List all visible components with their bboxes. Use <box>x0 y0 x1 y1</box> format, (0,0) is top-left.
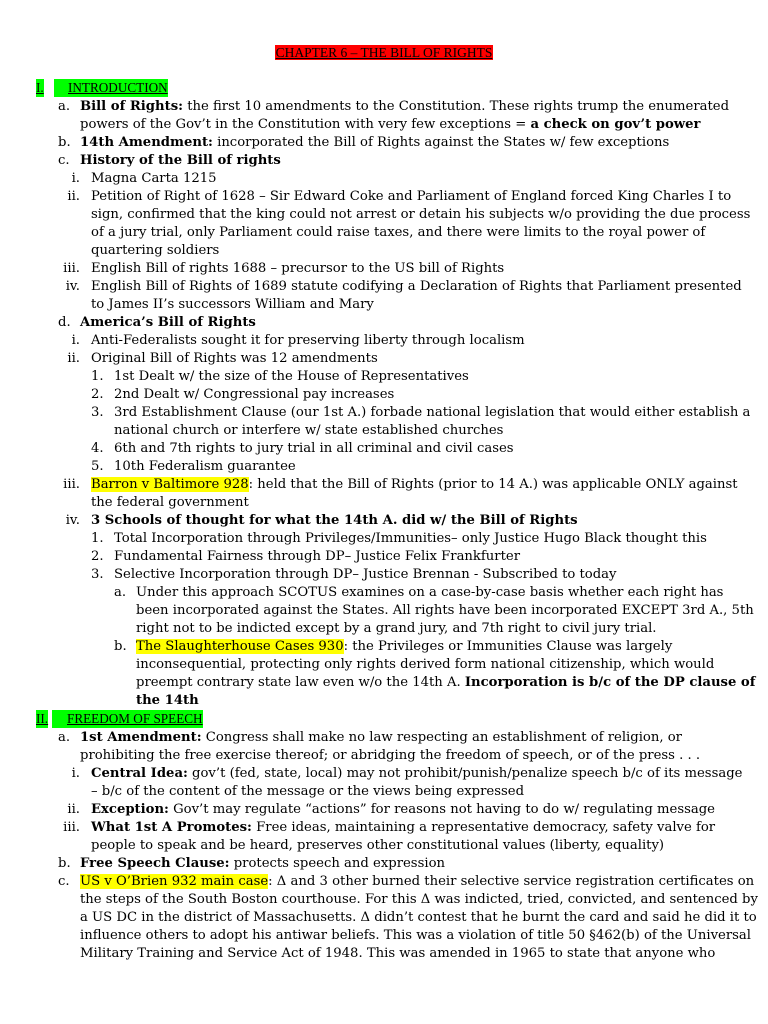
item-marker: b. <box>58 856 71 871</box>
item-text <box>91 765 742 783</box>
outline-item <box>0 873 768 891</box>
outline-item <box>0 350 768 368</box>
item-text: the steps of the South Boston courthouse. For this Δ was indicted, tried, convicted, and sentenced by <box>80 892 758 907</box>
outline-item-continued <box>0 296 768 314</box>
outline-item <box>0 566 768 584</box>
outline-item-continued <box>0 656 768 674</box>
outline-item <box>0 260 768 278</box>
item-text: the federal government <box>91 495 249 510</box>
item-text <box>80 116 701 134</box>
item-marker: 2. <box>91 549 104 564</box>
item-text <box>80 314 256 332</box>
text-fragment: gov’t (fed, state, local) may not prohibit/punish/penalize speech b/c of its message <box>187 766 743 781</box>
outline-item-continued <box>0 422 768 440</box>
item-text: to James II’s successors William and Mary <box>91 297 374 312</box>
emphasis-text: the 14th <box>136 693 199 708</box>
outline-item-continued <box>0 494 768 512</box>
item-text: of a jury trial, only Parliament could raise taxes, and there were limits to the royal power of <box>91 225 706 240</box>
item-marker: b. <box>58 135 71 150</box>
item-text <box>136 638 672 656</box>
item-marker: i. <box>71 171 80 186</box>
item-text: Under this approach SCOTUS examines on a case-by-case basis whether each right has <box>136 585 724 600</box>
text-fragment: Free ideas, maintaining a representative democracy, safety valve for <box>251 820 716 835</box>
term-label: Free Speech Clause: <box>80 856 230 871</box>
outline-item-continued <box>0 927 768 945</box>
item-text <box>80 873 754 891</box>
item-marker: i. <box>71 333 80 348</box>
section-heading <box>0 710 768 729</box>
item-text <box>136 674 755 692</box>
outline-item <box>0 855 768 873</box>
item-marker: ii. <box>67 802 80 817</box>
section-number: II. <box>36 711 49 726</box>
item-marker: a. <box>114 585 127 600</box>
outline-item <box>0 314 768 332</box>
text-fragment: preempt contrary state law even w/o the 14th A. <box>136 675 465 690</box>
item-text: – b/c of the content of the message or the views being expressed <box>91 784 525 799</box>
outline-item-continued <box>0 747 768 765</box>
outline-item <box>0 188 768 206</box>
item-text <box>80 152 281 170</box>
outline-item-continued <box>0 620 768 638</box>
item-text: Petition of Right of 1628 – Sir Edward Coke and Parliament of England forced King Charles I to <box>91 189 732 204</box>
item-text: Fundamental Fairness through DP– Justice Felix Frankfurter <box>114 549 520 564</box>
item-text <box>80 134 669 152</box>
item-marker: a. <box>58 99 71 114</box>
item-marker: 4. <box>91 441 104 456</box>
item-text: Magna Carta 1215 <box>91 171 217 186</box>
item-text: 1st Dealt w/ the size of the House of Representatives <box>114 369 469 384</box>
item-marker: b. <box>114 639 127 654</box>
section-title: FREEDOM OF SPEECH <box>52 710 203 728</box>
item-marker: iii. <box>63 820 80 835</box>
outline-item-continued <box>0 674 768 692</box>
item-text: prohibiting the free exercise thereof; or abridging the freedom of speech, or of the press . . . <box>80 748 701 763</box>
text-fragment: : the Privileges or Immunities Clause was largely <box>343 639 673 654</box>
outline-item <box>0 765 768 783</box>
item-marker: c. <box>58 874 70 889</box>
section-number: I. <box>36 80 44 95</box>
term-label: History of the Bill of rights <box>80 153 281 168</box>
term-label: What 1st A Promotes: <box>91 820 252 835</box>
outline-item-continued <box>0 602 768 620</box>
item-marker: ii. <box>67 351 80 366</box>
item-text: Total Incorporation through Privileges/Immunities– only Justice Hugo Black thought this <box>114 531 707 546</box>
item-text <box>91 476 738 494</box>
term-label: Exception: <box>91 802 169 817</box>
text-fragment: Gov’t may regulate “actions” for reasons not having to do w/ regulating message <box>168 802 715 817</box>
outline-item <box>0 584 768 602</box>
item-marker: 1. <box>91 369 104 384</box>
item-text: inconsequential, protecting only rights derived form national citizenship, which would <box>136 657 715 672</box>
term-label: 1st Amendment: <box>80 730 202 745</box>
outline-item-continued <box>0 692 768 710</box>
outline-item <box>0 170 768 188</box>
outline-item <box>0 548 768 566</box>
case-name-highlight: US v O’Brien 932 main case <box>80 874 269 889</box>
section-heading <box>0 79 768 98</box>
case-name-highlight: Barron v Baltimore 928 <box>91 477 249 492</box>
outline-item-continued <box>0 837 768 855</box>
item-text <box>80 729 682 747</box>
item-text: people to speak and be heard, preserves other constitutional values (liberty, equality) <box>91 838 665 853</box>
item-marker: iii. <box>63 477 80 492</box>
outline-item <box>0 512 768 530</box>
item-text: national church or interfere w/ state established churches <box>114 423 504 438</box>
outline-item <box>0 440 768 458</box>
item-text <box>91 801 715 819</box>
text-fragment: incorporated the Bill of Rights against the States w/ few exceptions <box>212 135 670 150</box>
item-marker: i. <box>71 766 80 781</box>
item-marker: 5. <box>91 459 104 474</box>
outline-item <box>0 278 768 296</box>
item-text: 6th and 7th rights to jury trial in all criminal and civil cases <box>114 441 514 456</box>
text-fragment: powers of the Gov’t in the Constitution with very few exceptions = <box>80 117 531 132</box>
item-text: Original Bill of Rights was 12 amendments <box>91 351 378 366</box>
outline-item-continued <box>0 783 768 801</box>
item-text: English Bill of Rights of 1689 statute codifying a Declaration of Rights that Parliament presented <box>91 279 742 294</box>
outline-item <box>0 152 768 170</box>
item-text <box>80 98 729 116</box>
item-marker: 3. <box>91 405 104 420</box>
outline-item <box>0 458 768 476</box>
text-fragment: : held that the Bill of Rights (prior to 14 A.) was applicable ONLY against <box>248 477 738 492</box>
text-fragment: the first 10 amendments to the Constitution. These rights trump the enumerated <box>183 99 730 114</box>
item-text <box>80 855 445 873</box>
chapter-title: CHAPTER 6 – THE BILL OF RIGHTS <box>275 45 493 60</box>
outline-item <box>0 98 768 116</box>
outline-item <box>0 404 768 422</box>
item-text <box>91 819 715 837</box>
item-text: Anti-Federalists sought it for preserving liberty through localism <box>91 333 525 348</box>
outline-item <box>0 819 768 837</box>
item-text: influence others to adopt his antiwar beliefs. This was a violation of title 50 §462(b) of the Universal <box>80 928 751 943</box>
item-text: 3rd Establishment Clause (our 1st A.) forbade national legislation that would either establish a <box>114 405 751 420</box>
emphasis-text: a check on gov’t power <box>530 117 701 132</box>
chapter-title-row <box>0 44 768 63</box>
item-marker: c. <box>58 153 70 168</box>
term-label: Central Idea: <box>91 766 188 781</box>
outline-item <box>0 332 768 350</box>
item-text <box>91 512 578 530</box>
text-fragment: protects speech and expression <box>229 856 445 871</box>
outline-item-continued <box>0 945 768 963</box>
item-marker: a. <box>58 730 71 745</box>
term-label: 3 Schools of thought for what the 14th A. did w/ the Bill of Rights <box>91 513 578 528</box>
item-text: 10th Federalism guarantee <box>114 459 296 474</box>
item-marker: 2. <box>91 387 104 402</box>
item-text: Selective Incorporation through DP– Justice Brennan - Subscribed to today <box>114 567 617 582</box>
outline-item <box>0 134 768 152</box>
term-label: 14th Amendment: <box>80 135 213 150</box>
term-label: America’s Bill of Rights <box>80 315 256 330</box>
outline-item-continued <box>0 891 768 909</box>
outline-item-continued <box>0 224 768 242</box>
term-label: Bill of Rights: <box>80 99 183 114</box>
item-text: English Bill of rights 1688 – precursor to the US bill of Rights <box>91 261 505 276</box>
item-marker: d. <box>58 315 71 330</box>
outline-item-continued <box>0 242 768 260</box>
outline <box>0 79 768 963</box>
section-title: INTRODUCTION <box>54 79 168 97</box>
outline-item <box>0 476 768 494</box>
item-marker: 3. <box>91 567 104 582</box>
outline-item <box>0 729 768 747</box>
outline-item <box>0 638 768 656</box>
item-marker: 1. <box>91 531 104 546</box>
item-text: a US DC in the district of Massachusetts. Δ didn’t contest that he burnt the card and said he did it to <box>80 910 757 925</box>
item-text: sign, confirmed that the king could not arrest or detain his subjects w/o providing the due process <box>91 207 751 222</box>
outline-item <box>0 530 768 548</box>
outline-item <box>0 801 768 819</box>
item-text: Military Training and Service Act of 1948. This was amended in 1965 to state that anyone who <box>80 946 716 961</box>
item-text: 2nd Dealt w/ Congressional pay increases <box>114 387 395 402</box>
item-marker: iv. <box>65 513 80 528</box>
outline-item-continued <box>0 206 768 224</box>
item-marker: ii. <box>67 189 80 204</box>
text-fragment: : Δ and 3 other burned their selective service registration certificates on <box>268 874 755 889</box>
case-name-highlight: The Slaughterhouse Cases 930 <box>136 639 344 654</box>
item-text: right not to be indicted except by a grand jury, and 7th right to civil jury trial. <box>136 621 657 636</box>
item-marker: iv. <box>65 279 80 294</box>
item-text: been incorporated against the States. All rights have been incorporated EXCEPT 3rd A., 5th <box>136 603 754 618</box>
emphasis-text: Incorporation is b/c of the DP clause of <box>464 675 756 690</box>
outline-item <box>0 368 768 386</box>
outline-item-continued <box>0 909 768 927</box>
outline-item <box>0 386 768 404</box>
outline-item-continued <box>0 116 768 134</box>
item-marker: iii. <box>63 261 80 276</box>
text-fragment: Congress shall make no law respecting an establishment of religion, or <box>201 730 682 745</box>
item-text: quartering soldiers <box>91 243 220 258</box>
